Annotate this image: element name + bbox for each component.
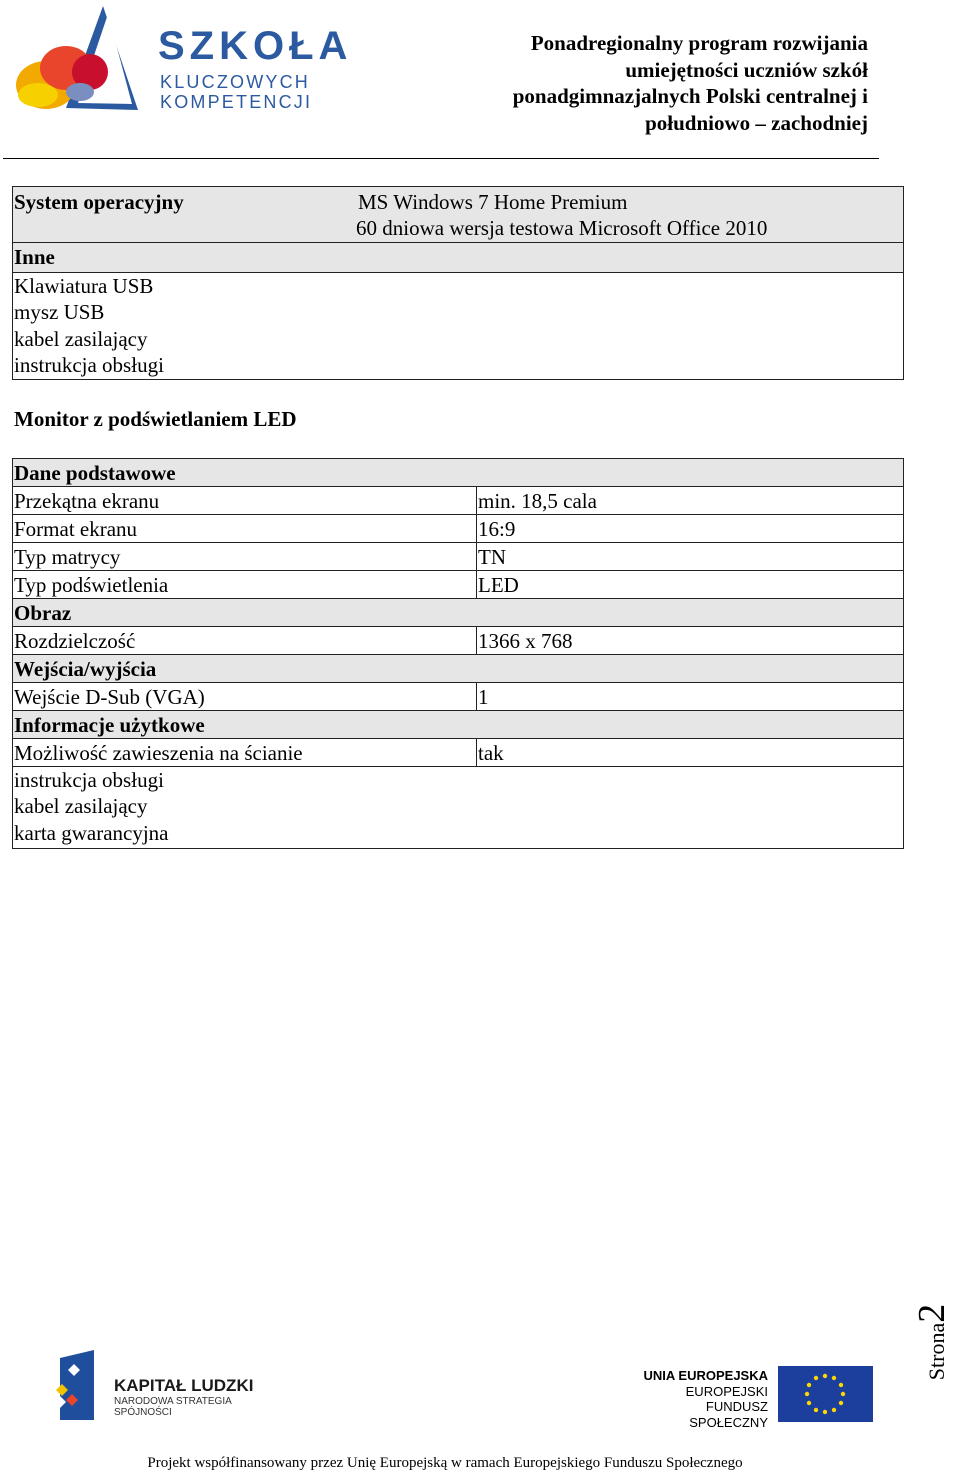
kapital-ludzki-logo (50, 1350, 290, 1424)
io-label: Wejścia/wyjścia (14, 657, 157, 681)
cell-divider (476, 515, 477, 542)
program-line: umiejętności uczniów szkół (625, 57, 868, 82)
table-row-image-header (13, 599, 903, 627)
wall-label: Możliwość zawieszenia na ścianie (14, 741, 303, 765)
diagonal-label: Przekątna ekranu (14, 489, 160, 513)
list-item: instrukcja obsługi (14, 352, 164, 377)
monitor-spec-table (12, 458, 904, 849)
table-row-dsub (13, 683, 903, 711)
format-label: Format ekranu (14, 517, 138, 541)
os-label: System operacyjny (14, 190, 184, 214)
dsub-value: 1 (478, 685, 489, 709)
table-row-os (13, 187, 903, 243)
eu-flag-icon (778, 1366, 873, 1422)
table-row-usage-header (13, 711, 903, 739)
usage-label: Informacje użytkowe (14, 713, 205, 737)
basic-label: Dane podstawowe (14, 461, 176, 485)
program-title (448, 30, 868, 136)
wall-value: tak (478, 741, 504, 765)
logo-subtitle: KLUCZOWYCH KOMPETENCJI (160, 72, 313, 112)
table-row-other-header (13, 243, 903, 273)
list-item: kabel zasilający (14, 326, 148, 351)
format-value: 16:9 (478, 517, 516, 541)
list-item: Klawiatura USB (14, 274, 154, 298)
school-logo (8, 0, 438, 118)
kl-title: KAPITAŁ LUDZKI (114, 1376, 254, 1395)
table-row-format (13, 515, 903, 543)
matrix-value: TN (478, 545, 506, 569)
cell-divider (476, 739, 477, 766)
table-row-diagonal (13, 487, 903, 515)
monitor-section-title: Monitor z podświetlaniem LED (14, 407, 297, 431)
extras-list (14, 767, 169, 846)
table-row-basic-header (13, 459, 903, 487)
os-value-2: 60 dniowa wersja testowa Microsoft Office 2010 (356, 216, 768, 240)
table-row-io-header (13, 655, 903, 683)
list-item: kabel zasilający (14, 794, 148, 819)
cell-divider (476, 487, 477, 514)
program-line: południowo – zachodniej (645, 110, 868, 135)
table-row-backlight (13, 571, 903, 599)
list-item: instrukcja obsługi (14, 768, 164, 792)
backlight-label: Typ podświetlenia (14, 573, 169, 597)
footer-funding-text: Projekt współfinansowany przez Unię Europejską w ramach Europejskiego Funduszu Społecznego (147, 1455, 743, 1471)
eu-line: EUROPEJSKI (685, 1383, 768, 1399)
list-item: mysz USB (14, 300, 105, 325)
dsub-label: Wejście D-Sub (VGA) (14, 685, 205, 709)
page-number-value: 2 (911, 1303, 953, 1323)
cell-divider (476, 571, 477, 598)
page-label: Strona (924, 1322, 949, 1381)
diagonal-value: min. 18,5 cala (478, 489, 597, 513)
cell-divider (476, 627, 477, 654)
program-line: Ponadregionalny program rozwijania (530, 31, 868, 55)
table-row-matrix (13, 543, 903, 571)
other-items-list (14, 273, 164, 378)
page-number (900, 1290, 960, 1390)
kapital-ludzki-emblem (50, 1350, 100, 1424)
resolution-value: 1366 x 768 (478, 629, 573, 653)
backlight-value: LED (478, 573, 519, 597)
table-row-extras (13, 767, 903, 848)
logo-title: SZKOŁA (158, 24, 353, 68)
school-logo-emblem (8, 0, 168, 118)
eu-line: UNIA EUROPEJSKA (643, 1368, 768, 1383)
table-row-wall (13, 739, 903, 767)
image-label: Obraz (14, 601, 72, 625)
header-divider (3, 158, 879, 159)
os-value-1: MS Windows 7 Home Premium (358, 190, 628, 214)
eu-line: FUNDUSZ SPOŁECZNY (689, 1399, 768, 1430)
eu-text (630, 1368, 768, 1430)
eu-logo (630, 1366, 880, 1430)
program-line: ponadgimnazjalnych Polski centralnej i (512, 84, 868, 108)
computer-spec-table (12, 186, 904, 380)
other-label: Inne (14, 245, 55, 269)
list-item: karta gwarancyjna (14, 820, 169, 845)
cell-divider (476, 683, 477, 710)
resolution-label: Rozdzielczość (14, 629, 136, 653)
table-row-other-items (13, 273, 903, 379)
cell-divider (476, 543, 477, 570)
table-row-resolution (13, 627, 903, 655)
kl-subtitle: NARODOWA STRATEGIA SPÓJNOŚCI (114, 1396, 232, 1418)
matrix-label: Typ matrycy (14, 545, 121, 569)
